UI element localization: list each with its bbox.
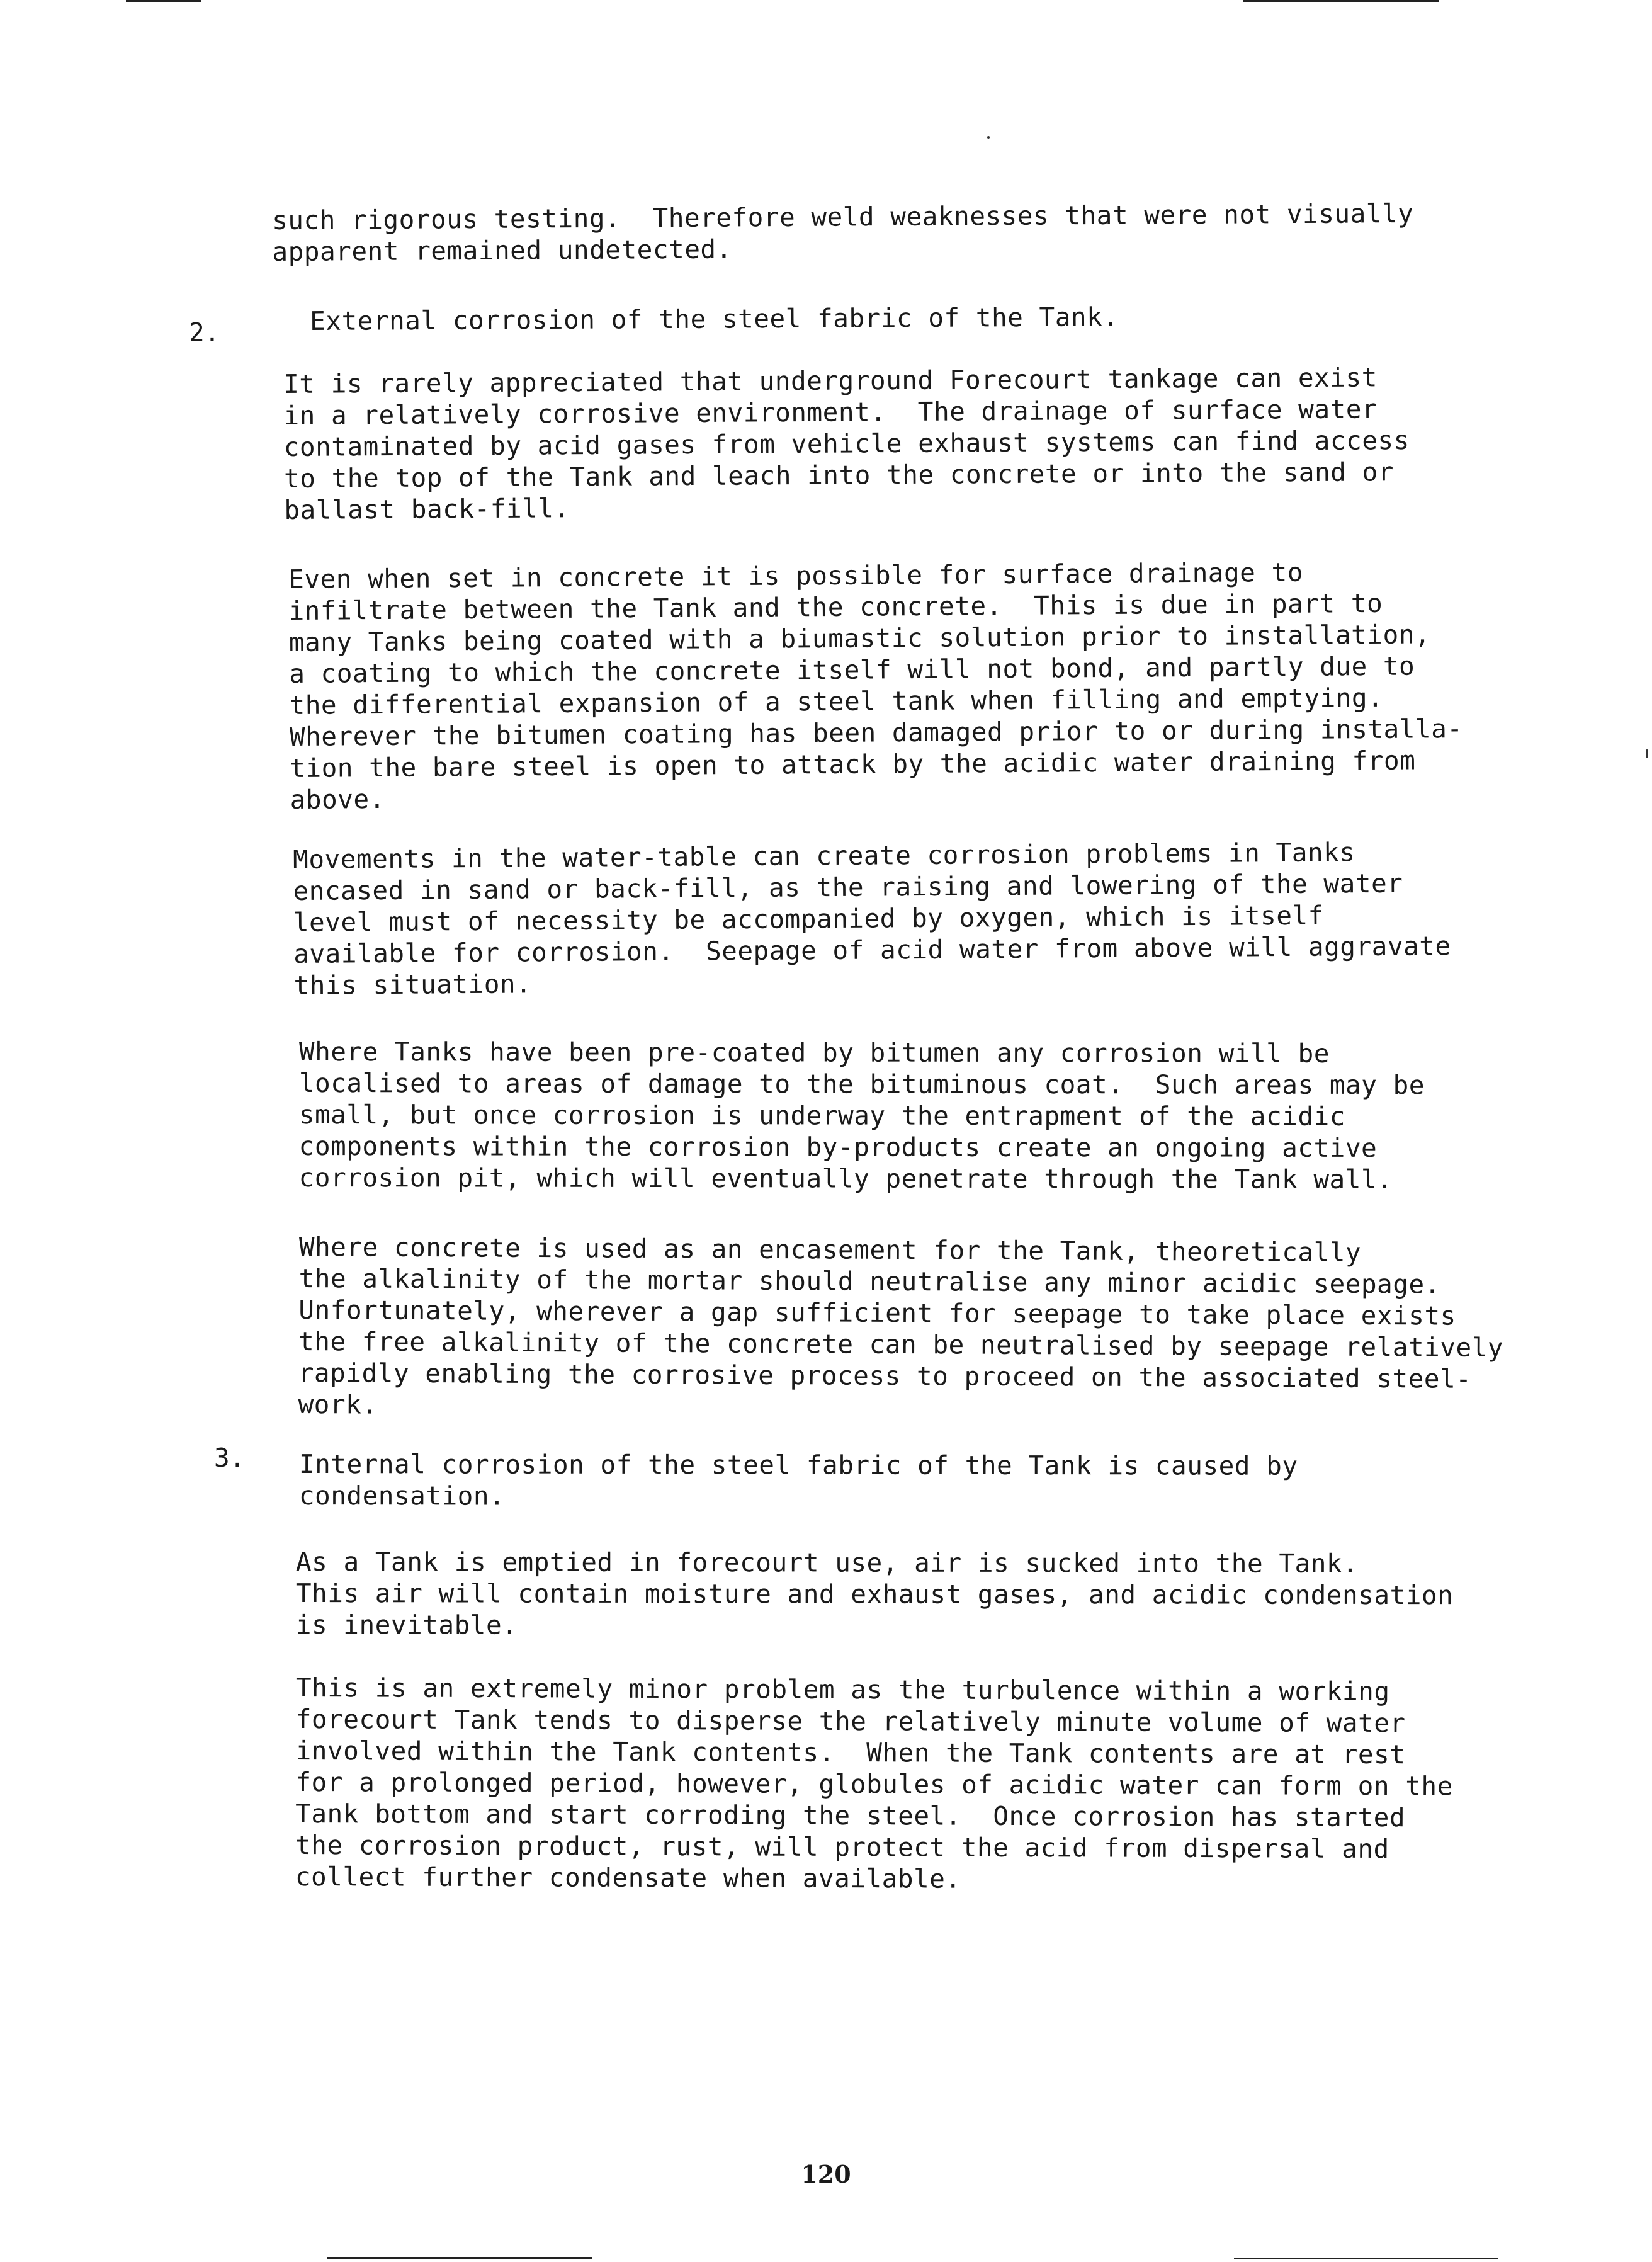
paragraph-condensation: As a Tank is emptied in forecourt use, air is sucked into the Tank. This air will contain moisture and exhaust gases, and acidic condensation is inevitable. (295, 1547, 1454, 1640)
paragraph-water-table: Movements in the water-table can create corrosion problems in Tanks encased in sand or back-fill, as the raising and lowering of the water level must of necessity be accompanied by oxygen, which is itself available for corrosion. Seepage of acid water from above will aggravate this situation. (293, 837, 1451, 1001)
section-3-number: 3. (214, 1443, 246, 1473)
section-2-number: 2. (189, 317, 220, 348)
section-2-heading: External corrosion of the steel fabric of the Tank. (310, 302, 1119, 336)
bottom-right-rule (1234, 2258, 1498, 2259)
bottom-left-rule (327, 2257, 592, 2259)
top-right-rule (1243, 0, 1439, 2)
paragraph-concrete-drainage: Even when set in concrete it is possible for surface drainage to infiltrate between the Tank and the concrete. This is due in part to many Tanks being coated with a biumastic solution prior to installation, a coating to which the concrete itself will not bond, and partly due to the differential expansion of a steel tank when filling and emptying. Wherever the bitumen coating has been damaged prior to or during installa- tion the bare steel is open to attack by the acidic water draining from above. (288, 557, 1463, 815)
paragraph-concrete-encasement: Where concrete is used as an encasement for the Tank, theoretically the alkalinity of the mortar should neutralise any minor acidic seepage. Unfortunately, wherever a gap sufficient for seepage to take place exists the free alkalinity of the concrete can be neutralised by seepage relatively rapidly enabling the corrosive process to proceed on the associated steel- work. (298, 1232, 1504, 1420)
scan-speck (987, 136, 990, 139)
paragraph-underground-corrosion: It is rarely appreciated that underground Forecourt tankage can exist in a relatively corrosive environment. The drainage of surface water contaminated by acid gases from vehicle exhaust systems can find access to the top of the Tank and leach into the concrete or into the sand or ballast back-fill. (283, 362, 1410, 525)
top-left-rule (126, 0, 201, 2)
paragraph-continuation: such rigorous testing. Therefore weld weaknesses that were not visually apparent remained undetected. (272, 198, 1414, 267)
section-3-heading: Internal corrosion of the steel fabric of the Tank is caused by condensation. (298, 1449, 1298, 1511)
paragraph-bitumen-precoat: Where Tanks have been pre-coated by bitumen any corrosion will be localised to areas of damage to the bituminous coat. Such areas may be small, but once corrosion is underway the entrapment of the acidic components within the corrosion by-products create an ongoing active corrosion pit, which will eventually penetrate through the Tank wall. (298, 1037, 1425, 1195)
scan-speck-margin (1646, 749, 1648, 758)
page-number: 120 (801, 2160, 851, 2188)
paragraph-minor-problem: This is an extremely minor problem as the turbulence within a working forecourt Tank tends to disperse the relatively minute volume of water involved within the Tank contents. When the Tank contents are at rest for a prolonged period, however, globules of acidic water can form on the Tank bottom and start corroding the steel. Once corrosion has started the corrosion product, rust, will protect the acid from dispersal and collect further condensate when available. (295, 1673, 1453, 1894)
